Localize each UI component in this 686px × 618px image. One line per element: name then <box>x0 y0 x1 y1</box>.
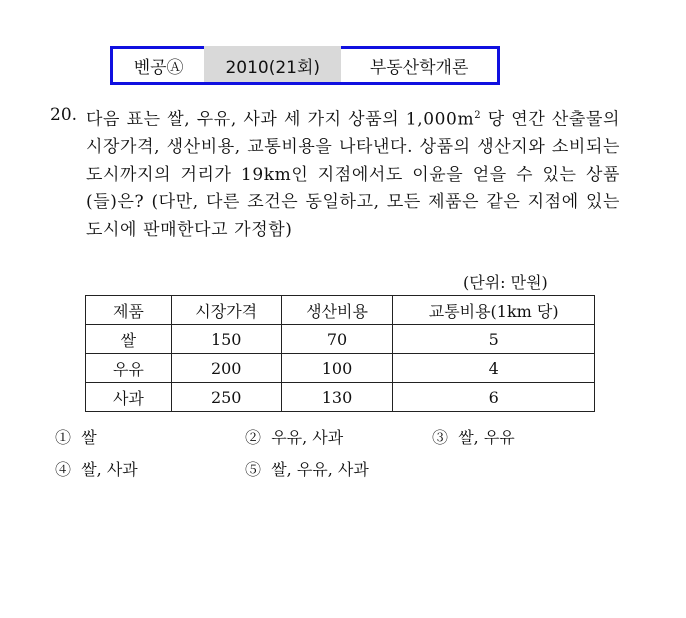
choice-1[interactable] <box>55 425 97 448</box>
header-subject-label: 부동산학개론 <box>341 46 500 82</box>
choice-text: 우유, 사과 <box>271 428 344 447</box>
exam-header <box>110 46 500 85</box>
table-cell: 100 <box>281 354 393 383</box>
unit-note: (단위: 만원) <box>463 273 548 292</box>
choice-number: ② <box>245 428 262 447</box>
table-cell: 5 <box>393 325 595 354</box>
table-cell: 6 <box>393 383 595 412</box>
table-cell: 200 <box>171 354 281 383</box>
table-cell: 130 <box>281 383 393 412</box>
choice-text: 쌀, 우유 <box>458 428 515 447</box>
choice-number: ③ <box>432 428 449 447</box>
question-superscript: 2 <box>474 110 482 121</box>
table-header-cell: 제품 <box>86 296 172 325</box>
table-cell: 사과 <box>86 383 172 412</box>
question-text <box>86 102 620 244</box>
table-cell: 우유 <box>86 354 172 383</box>
table-cell: 250 <box>171 383 281 412</box>
table-header-row <box>86 296 595 325</box>
choice-4[interactable] <box>55 457 138 480</box>
table-cell: 70 <box>281 325 393 354</box>
header-year-label: 2010(21회) <box>204 46 341 82</box>
choice-text: 쌀, 우유, 사과 <box>271 460 369 479</box>
choice-2[interactable] <box>245 425 343 448</box>
question-text-part2: 당 연간 산출물의 시장가격, 생산비용, 교통비용을 나타낸다. 상품의 생산지와 소비되는 도시까지의 거리가 19km인 지점에서도 이윤을 얻을 수 있는 상품(들)은? (다만, 다른 조건은 동일하고, 모든 제품은 같은 지점에 있는 도시에 판매한다고 가정함) <box>86 109 620 240</box>
table-header-cell: 생산비용 <box>281 296 393 325</box>
table-row <box>86 383 595 412</box>
table-cell: 4 <box>393 354 595 383</box>
question-text-part1: 다음 표는 쌀, 우유, 사과 세 가지 상품의 1,000m <box>86 109 475 130</box>
table-cell: 쌀 <box>86 325 172 354</box>
question-number: 20. <box>50 105 78 125</box>
question-block <box>50 102 620 244</box>
choice-5[interactable] <box>245 457 369 480</box>
choice-number: ① <box>55 428 72 447</box>
choice-text: 쌀 <box>81 428 97 447</box>
choice-text: 쌀, 사과 <box>81 460 138 479</box>
table-header-cell: 교통비용(1km 당) <box>393 296 595 325</box>
choice-number: ④ <box>55 460 72 479</box>
header-exam-label: 벤공Ⓐ <box>110 46 204 82</box>
data-table <box>85 295 595 412</box>
choice-3[interactable] <box>432 425 515 448</box>
table-row <box>86 354 595 383</box>
table-row <box>86 325 595 354</box>
choice-number: ⑤ <box>245 460 262 479</box>
table-header-cell: 시장가격 <box>171 296 281 325</box>
table-cell: 150 <box>171 325 281 354</box>
